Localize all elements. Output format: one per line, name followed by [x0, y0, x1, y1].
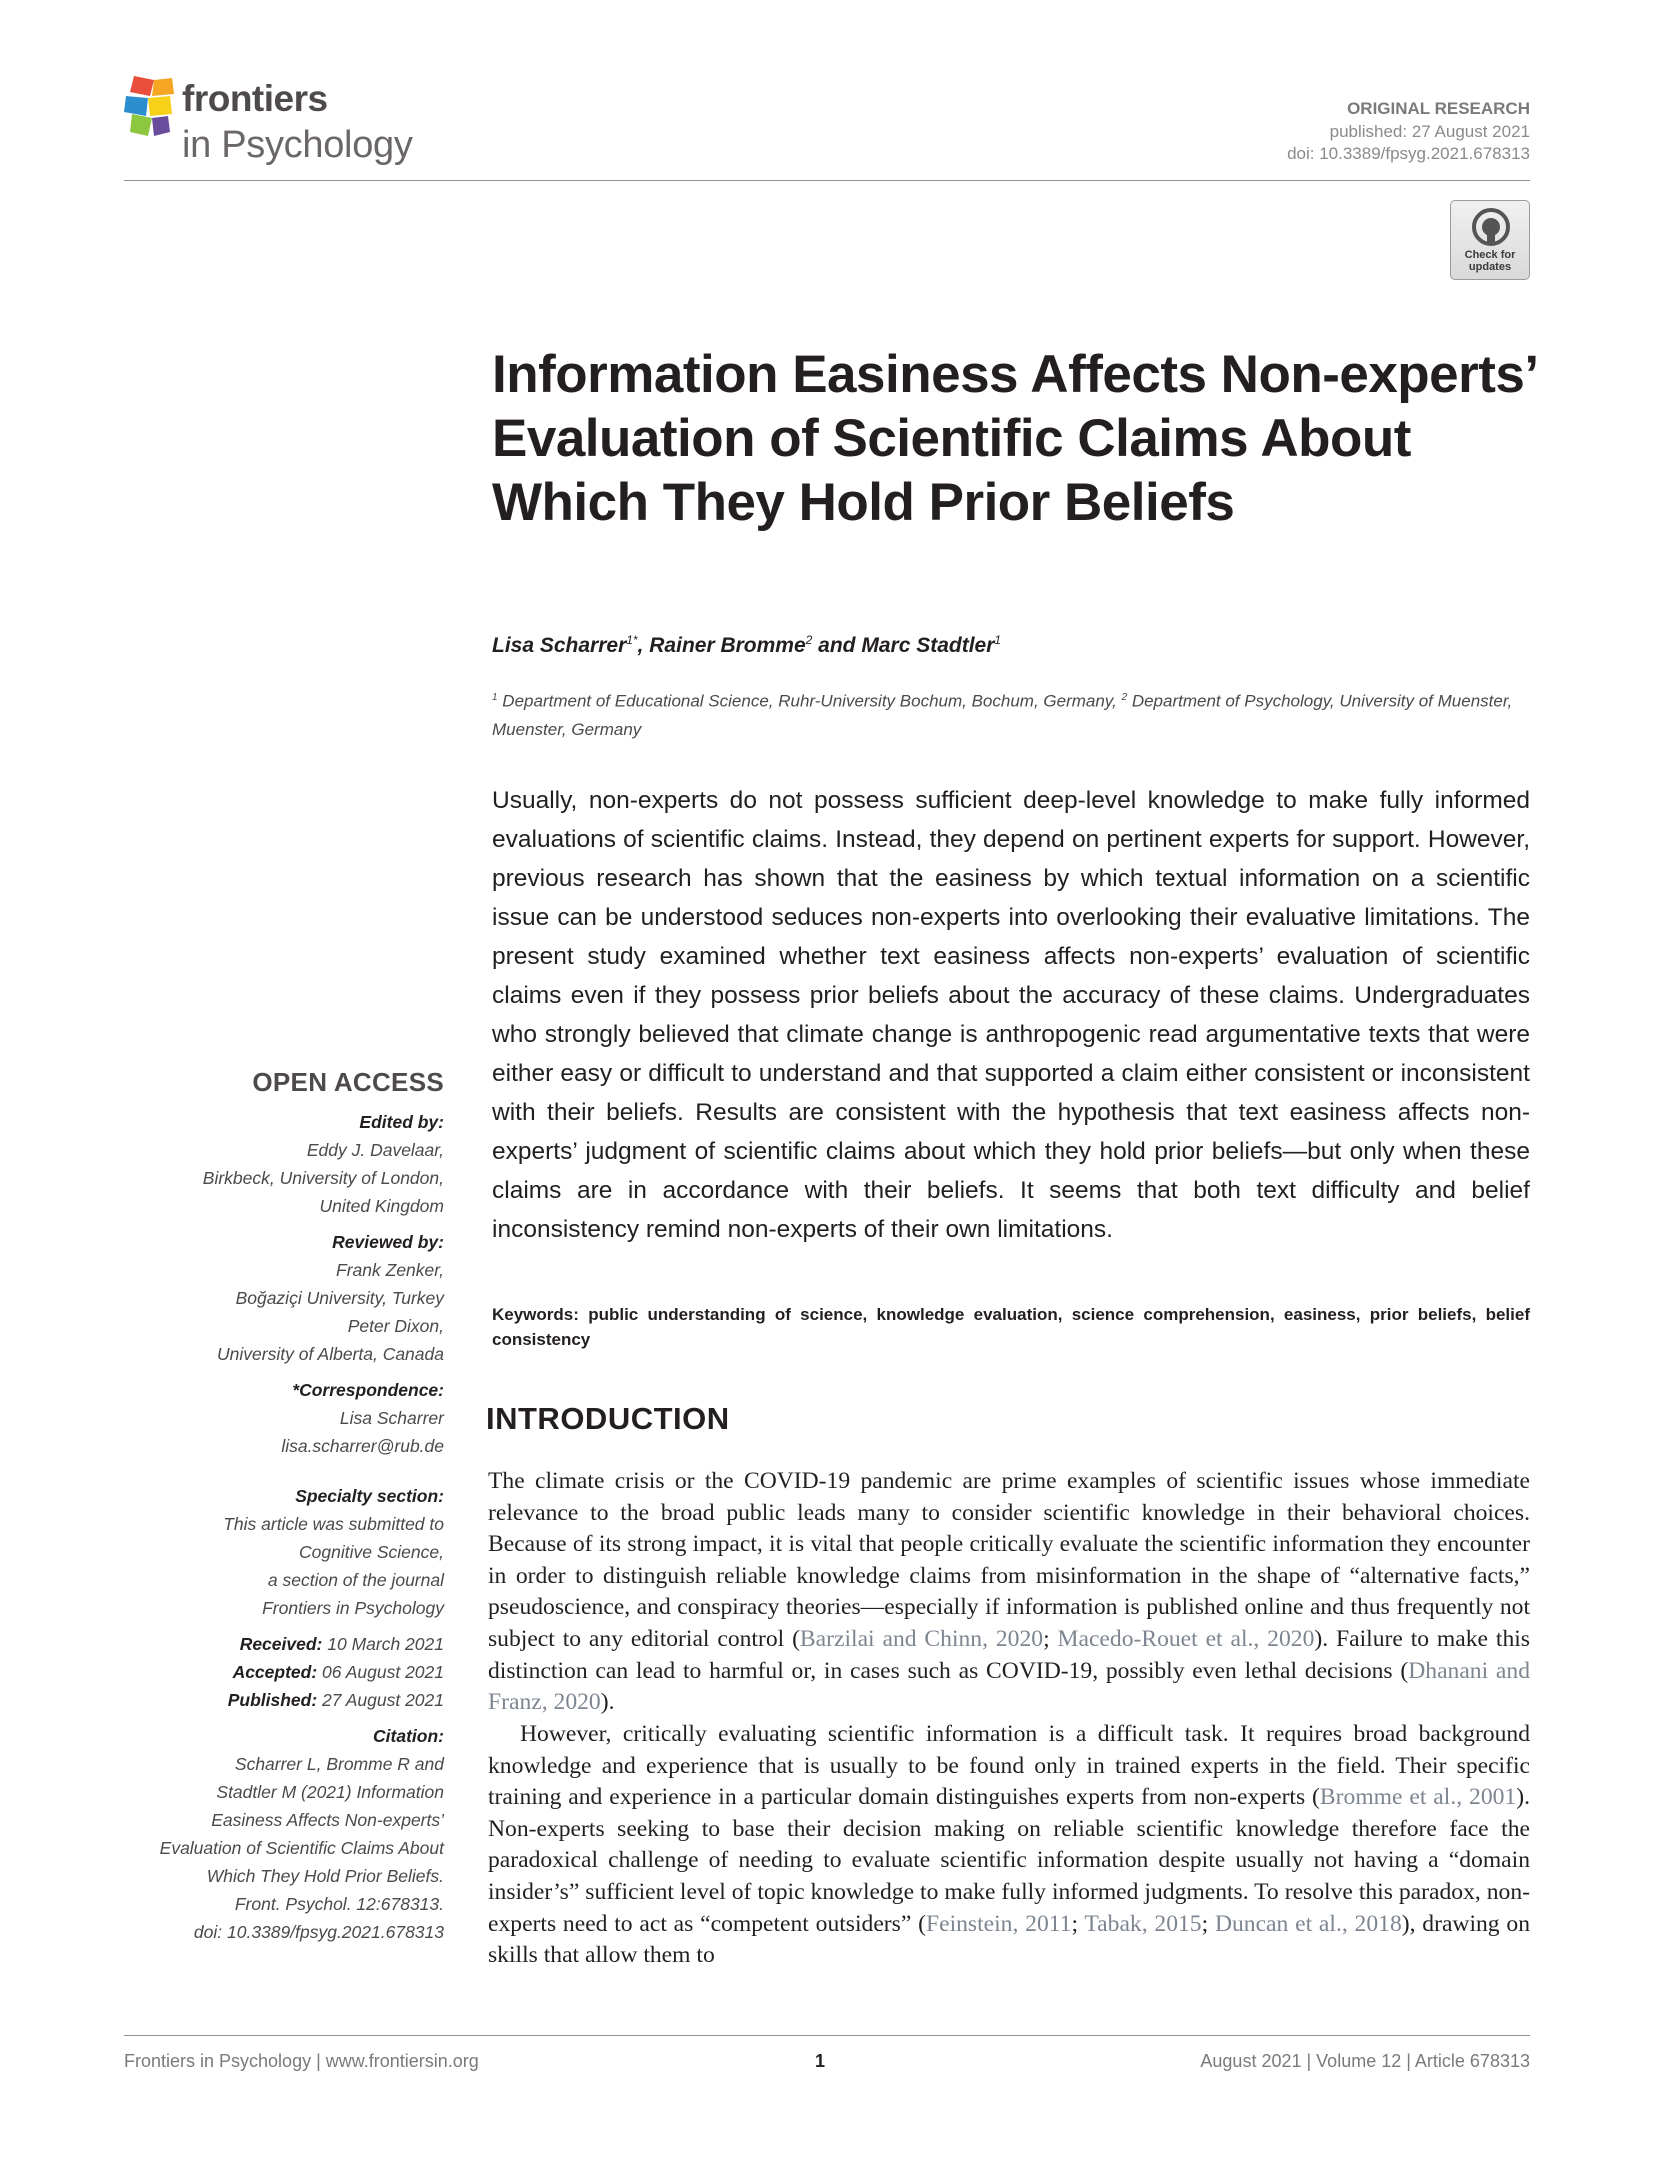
journal-logo[interactable]: [124, 72, 454, 172]
citation-line: Front. Psychol. 12:678313.: [234, 1894, 444, 1914]
keywords-text: public understanding of science, knowledge evaluation, science comprehension, easiness, prior beliefs, belief consistency: [492, 1305, 1530, 1349]
paragraph-text: However, critically evaluating scientific information is a difficult task. It requires broad background knowledge and experience that is usually to be found only in trained experts in the field. Their specific training and experience in a particular domain distinguishes experts from non-experts (: [488, 1721, 1530, 1811]
header-divider: [124, 180, 1530, 181]
body-paragraph: [488, 1466, 1530, 1719]
citation-link[interactable]: Dhanani and Franz, 2020: [488, 1657, 1530, 1716]
affiliation-mark: 1: [492, 692, 498, 703]
affiliation-mark: 2: [1121, 692, 1128, 703]
paragraph-text: ), drawing on skills that allow them to: [488, 1910, 1530, 1969]
paragraph-text: ). Non-experts seeking to base their decision making on reliable scientific knowledge therefore face the paradoxical challenge of needing to evaluate scientific information despite usually not having a “domain insider’s” sufficient level of topic knowledge to make fully informed judgments. To resolve this paradox, non-experts need to act as “competent outsiders” (: [488, 1784, 1530, 1937]
published-date-sidebar: [124, 1686, 444, 1714]
citation-link[interactable]: Barzilai and Chinn, 2020: [799, 1625, 1044, 1652]
paragraph-text: ). Failure to make this distinction can lead to harmful or, in cases such as COVID-19, possibly even lethal decisions (: [488, 1625, 1530, 1684]
abstract: Usually, non-experts do not possess sufficient deep-level knowledge to make fully informed evaluations of scientific claims. Instead, they depend on pertinent experts for support. However, previous research has shown that the easiness by which textual information on a scientific issue can be understood seduces non-experts into overlooking their evaluative limitations. The present study examined whether text easiness affects non-experts’ evaluation of scientific claims even if they possess prior beliefs about the accuracy of these claims. Undergraduates who strongly believed that climate change is anthropogenic read argumentative texts that were either easy or difficult to understand and that supported a claim either consistent or inconsistent with their beliefs. Results are consistent with the hypothesis that text easiness affects non-experts’ judgment of scientific claims about which they hold prior beliefs—but only when these claims are in accordance with their beliefs. It seems that both text difficulty and belief inconsistency remind non-experts of their own limitations.: [492, 787, 1530, 1243]
reviewer-line: Boğaziçi University, Turkey: [235, 1288, 444, 1308]
correspondence-name: Lisa Scharrer: [339, 1408, 444, 1428]
citation-line: Stadtler M (2021) Information: [216, 1782, 444, 1802]
affiliation-text: Department of Educational Science, Ruhr-University Bochum, Bochum, Germany,: [502, 691, 1117, 711]
reviewed-by-label: Reviewed by:: [332, 1232, 444, 1252]
logo-word-frontiers: frontiers: [182, 78, 328, 119]
open-access-label: OPEN ACCESS: [252, 1067, 444, 1097]
article-title: Information Easiness Affects Non-experts’ Evaluation of Scientific Claims About Which They Hold Prior Beliefs: [492, 345, 1536, 532]
specialty-line: a section of the journal: [267, 1570, 444, 1590]
citation-line: Evaluation of Scientific Claims About: [159, 1838, 444, 1858]
section-heading-introduction: INTRODUCTION: [486, 1401, 730, 1436]
editor-line: Eddy J. Davelaar,: [306, 1140, 444, 1160]
author-separator: and: [812, 634, 862, 657]
author-name[interactable]: Marc Stadtler: [861, 634, 995, 657]
published-date: published: 27 August 2021: [1329, 122, 1530, 141]
paragraph-text: The climate crisis or the COVID-19 pandemic are prime examples of scientific issues whose immediate relevance to the broad public leads many to consider scientific knowledge in their behavioral choices. Because of its strong impact, it is vital that people critically evaluate the scientific information they encounter in order to distinguish reliable knowledge claims from misinformation in the shape of “alternative facts,” pseudoscience, and conspiracy theories—especially if information is published online and thus frequently not subject to any editorial control (: [488, 1468, 1530, 1652]
citation-link[interactable]: Duncan et al., 2018: [1214, 1910, 1402, 1937]
article-info-sidebar: [124, 1068, 444, 1946]
author-affiliation-mark: 1: [994, 633, 1002, 647]
published-label: Published:: [227, 1690, 318, 1710]
footer-journal-link[interactable]: Frontiers in Psychology | www.frontiersin.org: [124, 2051, 479, 2071]
body-paragraph: [488, 1719, 1530, 1972]
paragraph-text: ;: [1043, 1625, 1058, 1652]
paragraph-text: ).: [600, 1689, 615, 1716]
footer-issue-info: August 2021 | Volume 12 | Article 678313: [1200, 2051, 1530, 2071]
specialty-section-label: Specialty section:: [295, 1486, 444, 1506]
citation-line: Scharrer L, Bromme R and: [234, 1754, 444, 1774]
specialty-line: This article was submitted to: [223, 1514, 444, 1534]
paragraph-text: ;: [1071, 1910, 1085, 1937]
author-affiliation-mark: 1*: [626, 633, 638, 647]
citation-label: Citation:: [373, 1726, 444, 1746]
received-value: 10 March 2021: [327, 1634, 444, 1654]
citation-link[interactable]: Macedo-Rouet et al., 2020: [1057, 1625, 1315, 1652]
footer-divider: [124, 2035, 1530, 2036]
affiliations: [492, 684, 1532, 744]
page-number: 1: [815, 2051, 826, 2071]
author-name[interactable]: Rainer Bromme: [649, 634, 806, 657]
citation-line: Easiness Affects Non-experts’: [211, 1810, 444, 1830]
doi-link[interactable]: doi: 10.3389/fpsyg.2021.678313: [1287, 144, 1530, 163]
accepted-label: Accepted:: [232, 1662, 318, 1682]
author-list: [492, 633, 1001, 658]
reviewer-line: Peter Dixon,: [347, 1316, 444, 1336]
author-name[interactable]: Lisa Scharrer: [492, 634, 627, 657]
frontiers-logo-mark-icon: [124, 74, 184, 138]
received-label: Received:: [239, 1634, 323, 1654]
editor-line: Birkbeck, University of London,: [202, 1168, 444, 1188]
citation-link[interactable]: Tabak, 2015: [1084, 1910, 1202, 1937]
logo-word-journal: in Psychology: [182, 124, 413, 166]
citation-link[interactable]: Feinstein, 2011: [925, 1910, 1072, 1937]
keywords: [492, 1302, 1530, 1352]
specialty-line: Cognitive Science,: [299, 1542, 444, 1562]
edited-by-label: Edited by:: [359, 1112, 444, 1132]
citation-doi-link[interactable]: doi: 10.3389/fpsyg.2021.678313: [193, 1922, 444, 1942]
specialty-line: Frontiers in Psychology: [262, 1598, 444, 1618]
author-separator: ,: [637, 634, 650, 657]
reviewer-line: University of Alberta, Canada: [217, 1344, 444, 1364]
article-type: ORIGINAL RESEARCH: [1347, 99, 1530, 118]
paragraph-text: ;: [1201, 1910, 1215, 1937]
editor-line: United Kingdom: [319, 1196, 444, 1216]
correspondence-label: *Correspondence:: [292, 1380, 444, 1400]
accepted-value: 06 August 2021: [322, 1662, 444, 1682]
published-value: 27 August 2021: [322, 1690, 444, 1710]
author-affiliation-mark: 2: [805, 633, 813, 647]
reviewer-line: Frank Zenker,: [336, 1260, 444, 1280]
citation-line: Which They Hold Prior Beliefs.: [206, 1866, 444, 1886]
accepted-date: [124, 1658, 444, 1686]
check-for-updates-button[interactable]: [1450, 200, 1530, 280]
crossmark-icon: [1471, 207, 1511, 247]
received-date: [124, 1630, 444, 1658]
citation-link[interactable]: Bromme et al., 2001: [1319, 1784, 1517, 1811]
keywords-label: Keywords:: [492, 1305, 579, 1324]
correspondence-email-link[interactable]: lisa.scharrer@rub.de: [281, 1436, 444, 1456]
affiliation-text: Department of Psychology, University of Muenster, Muenster, Germany: [492, 691, 1513, 739]
check-for-updates-label: Check for updates: [1464, 249, 1516, 273]
